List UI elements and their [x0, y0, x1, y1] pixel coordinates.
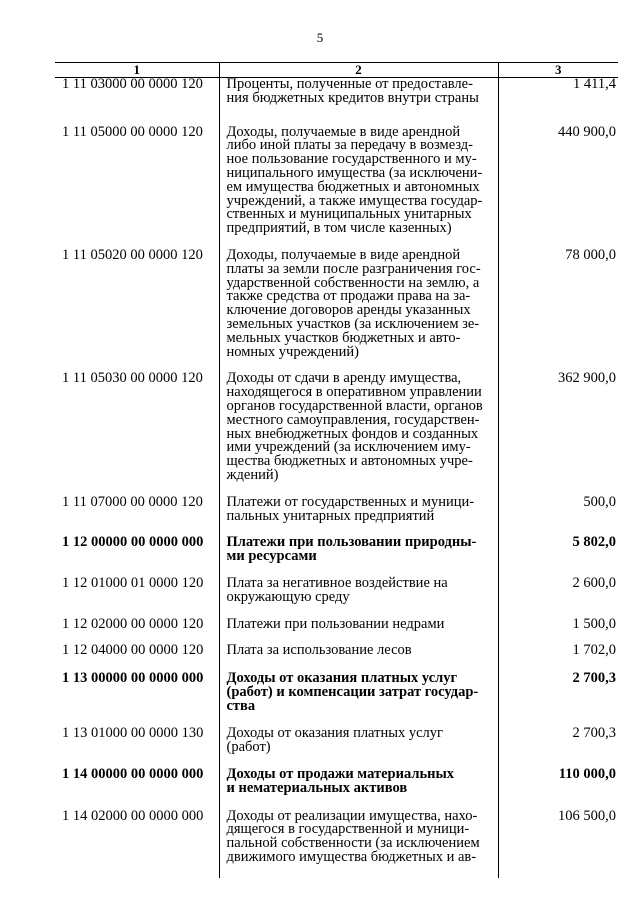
column-header-amount: 3 — [498, 63, 618, 78]
row-amount: 5 802,0 — [572, 534, 616, 551]
row-name: Платежи при пользовании природны- ми ресурсами — [219, 536, 498, 577]
row-amount: 1 702,0 — [572, 642, 616, 659]
row-amount: 500,0 — [583, 493, 616, 510]
row-code: 1 12 01000 01 0000 120 — [62, 574, 204, 591]
row-amount: 2 600,0 — [572, 574, 616, 591]
row-amount: 1 411,4 — [573, 76, 616, 92]
table-row — [55, 536, 618, 577]
row-name: Платежи при пользовании недрами — [219, 618, 498, 645]
table-body — [55, 78, 618, 878]
row-code: 1 11 05030 00 0000 120 — [62, 370, 203, 387]
table-row — [55, 644, 618, 672]
row-name: Доходы, получаемые в виде арендной платы за земли после разграничения гос- ударственной собственности на землю, а также средства от продажи права на за- ключение договоров аренды указанных земельных участков (за исключением зе- мельных участков бюджетных и авто- номных учреждений) — [219, 249, 498, 372]
row-code: 1 11 03000 00 0000 120 — [62, 76, 203, 92]
row-code: 1 11 05020 00 0000 120 — [62, 246, 203, 263]
row-amount: 110 000,0 — [558, 766, 616, 783]
page-number: 5 — [316, 30, 324, 45]
column-header-name: 2 — [219, 63, 498, 78]
row-amount: 78 000,0 — [565, 246, 616, 263]
row-code: 1 12 04000 00 0000 120 — [62, 642, 204, 659]
row-code: 1 13 00000 00 0000 000 — [62, 670, 204, 687]
column-header-code: 1 — [55, 63, 219, 78]
row-name: Доходы от оказания платных услуг (работ) и компенсации затрат государ- ства — [219, 672, 498, 727]
row-code: 1 13 01000 00 0000 130 — [62, 725, 204, 742]
row-code: 1 14 00000 00 0000 000 — [62, 766, 204, 783]
table-row — [55, 496, 618, 537]
row-amount: 362 900,0 — [558, 370, 616, 387]
table-row — [55, 372, 618, 495]
row-amount: 1 500,0 — [572, 615, 616, 632]
row-code: 1 14 02000 00 0000 000 — [62, 807, 204, 824]
table-row — [55, 78, 618, 126]
row-code: 1 12 00000 00 0000 000 — [62, 534, 204, 551]
budget-revenue-table — [55, 62, 618, 878]
table-row — [55, 577, 618, 618]
table-row — [55, 810, 618, 878]
row-name: Доходы от оказания платных услуг (работ) — [219, 727, 498, 768]
row-name: Доходы, получаемые в виде арендной либо иной платы за передачу в возмезд- ное пользование государственного и му- ниципального имущества (за исключени- ем имущества бюджетных и автономных учреждений, а также имущества государ- ственных и муниципальных унитарных предприятий, в том числе казенных) — [219, 126, 498, 249]
row-amount: 440 900,0 — [558, 123, 616, 140]
row-name: Плата за негативное воздействие на окружающую среду — [219, 577, 498, 618]
table-row — [55, 768, 618, 810]
row-name: Доходы от сдачи в аренду имущества, находящегося в оперативном управлении органов государственной власти, органов местного самоуправления, государствен- ных внебюджетных фондов и созданных ими учреждений (за исключением иму- щества бюджетных и автономных учре- ждений) — [219, 372, 498, 495]
table-row — [55, 672, 618, 727]
row-name: Платежи от государственных и муници- пальных унитарных предприятий — [219, 496, 498, 537]
table-row — [55, 249, 618, 372]
row-amount: 2 700,3 — [572, 670, 616, 687]
row-name: Доходы от реализации имущества, нахо- дящегося в государственной и муници- пальной собственности (за исключением движимого имущества бюджетных и ав- — [219, 810, 498, 878]
row-code: 1 11 07000 00 0000 120 — [62, 493, 203, 510]
row-name: Доходы от продажи материальных и нематериальных активов — [219, 768, 498, 810]
table-row — [55, 727, 618, 768]
row-code: 1 11 05000 00 0000 120 — [62, 123, 203, 140]
row-amount: 106 500,0 — [558, 807, 616, 824]
row-name: Плата за использование лесов — [219, 644, 498, 672]
table-row — [55, 126, 618, 249]
row-code: 1 12 02000 00 0000 120 — [62, 615, 204, 632]
row-amount: 2 700,3 — [572, 725, 616, 742]
row-name: Проценты, полученные от предоставле- ния бюджетных кредитов внутри страны — [219, 78, 498, 126]
table-row — [55, 618, 618, 645]
